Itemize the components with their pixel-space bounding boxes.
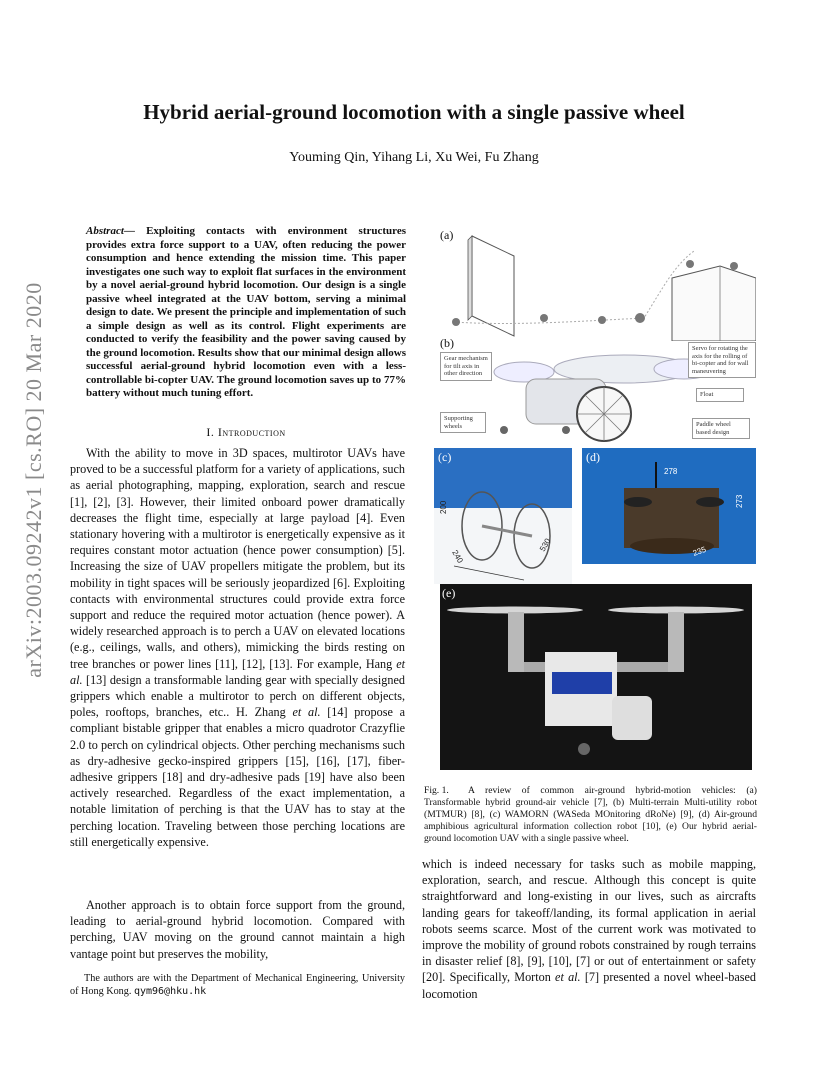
p1-text-3: [14] propose a compliant bistable gripper that enables a micro quadrotor Crazyflie 2.0 to perch on cylindrical objects. Other perching mechanisms such as dry-adhesive gecko-inspired grippers [15], [16], [17], fiber-adhesive grippers [18] and dry-adhesive pads [19] have also been actively researched. Regardless of the exact implementation, a notable limitation of perching is that the UAV has to stay at the perching location. Traveling between those perching locations are still energetically expensive.: [70, 705, 405, 849]
d-dim-top: 278: [664, 467, 678, 476]
panel-d-illustration: [582, 448, 756, 564]
right-text-2: [7] presented a novel wheel-based locomotion: [422, 970, 756, 1001]
arxiv-stamp: [4, 270, 64, 690]
abstract-label: Abstract: [86, 225, 124, 237]
right-etal: et al.: [555, 970, 581, 985]
section-number: I.: [206, 425, 215, 439]
abstract: [86, 225, 406, 401]
figure-caption-tag: Fig. 1.: [424, 785, 449, 796]
panel-c-illustration: [434, 448, 572, 584]
intro-paragraph-2: Another approach is to obtain force support from the ground, leading to aerial-ground hybrid locomotion. Compared with perching, UAV moving on the ground cannot maintain a high vantage point but preserves the mobility,: [70, 898, 405, 961]
p1-etal-1: et al.: [70, 656, 405, 687]
c-dim-240: 240: [450, 548, 465, 565]
p1-etal-2: et al.: [292, 705, 321, 720]
label-paddle-wheel: Paddle wheel based design: [692, 418, 750, 439]
panel-label-e: (e): [442, 586, 456, 600]
figure-panel-d: [582, 448, 756, 564]
label-float: Float: [696, 388, 744, 402]
figure-panel-c: [434, 448, 572, 584]
right-text-1: which is indeed necessary for tasks such as mobile mapping, exploration, search, and rescue. Although this concept is quite straightforward and long-existing in our lives, such as aircrafts landing gears for takeoff/landing, its formal application in aerial robots seems scarce. Most of the current work was motivated to improve the mobility of ground robots constrained by rough terrains in disaster relief [8], [9], [10], [7] or out of entertainment or safety [20]. Specifically, Morton: [422, 857, 756, 985]
right-column-paragraph: [422, 856, 756, 1002]
footnote: [70, 973, 405, 998]
d-dim-side: 273: [735, 494, 744, 508]
panel-label-d: (d): [586, 450, 600, 464]
panel-label-b: (b): [440, 336, 454, 350]
abstract-text: — Exploiting contacts with environment structures provides extra force support to a UAV, often reducing the power consumption and hence extending the mission time. This paper investigates one such way to exploit flat surfaces in the environment by a novel aerial-ground hybrid locomotion. Our design is a single passive wheel integrated at the UAV bottom, serving a minimal design to date. We present the principle and implementation of such a simple design as well as its control. Flight experiments are conducted to verify the feasibility and the power saving caused by the ground locomotion. Results show that our minimal design allows successful aerial-ground hybrid locomotion even with a less-controllable bi-copter UAV. The ground locomotion saves up to 77% battery without much tuning effort.: [86, 225, 406, 399]
section-title: Introduction: [217, 425, 286, 439]
label-gear-mechanism: Gear mechanism for tilt axis in other direction: [440, 352, 492, 381]
arxiv-stamp-text: arXiv:2003.09242v1 [cs.RO] 20 Mar 2020: [21, 282, 46, 678]
p1-text-1: With the ability to move in 3D spaces, multirotor UAVs have proved to be a successful platform for a variety of applications, such as aerial photographing, mapping, exploration, search and rescue [1], [2], [3]. However, their limited onboard power dramatically decreases the flight time, especially at large payload [4]. Even stationary hovering with a multirotor is energetically expensive as it requires constant motor actuation (hence power consumption) [5]. Increasing the size of UAV propellers mitigate the problem, but its mobility in tight spaces will be seriously jeopardized [6]. Exploiting contacts with environmental structures could provide extra force support and reduce the required motor actuation (hence power). A widely researched approach is to perch a UAV on elevated locations (e.g., ceilings, walls, and others), mimicking the birds resting on tree branches or power lines [11], [12], [13]. For example, Hang: [70, 446, 405, 671]
c-dim-530: 530: [537, 536, 553, 553]
figure-panel-a: [434, 226, 756, 341]
label-servo: Servo for rotating the axis for the rolling of bi-copter and for wall maneuvering: [688, 342, 756, 378]
panel-label-a: (a): [440, 228, 454, 242]
paper-title: Hybrid aerial-ground locomotion with a single passive wheel: [143, 100, 685, 124]
section-heading-introduction: [86, 425, 406, 440]
d-dim-diag: 235: [691, 544, 708, 558]
figure-panel-e: [440, 584, 752, 770]
panel-label-c: (c): [438, 450, 452, 464]
panel-e-illustration: [440, 584, 752, 770]
footnote-text: The authors are with the Department of Mechanical Engineering, University of Hong Kong.: [70, 973, 405, 997]
figure-panel-b: [434, 334, 756, 444]
footnote-email: qym96@hku.hk: [133, 985, 207, 997]
c-dim-200: 200: [439, 500, 448, 514]
label-supporting-wheels: Supporting wheels: [440, 412, 486, 433]
figure-caption: [424, 785, 757, 845]
p1-text-2: [13] design a transformable landing gear with specially designed grippers which enable a multirotor to perch on different objects, poles, rooftops, branches, etc.. H. Zhang: [70, 672, 405, 720]
figure-caption-text: A review of common air-ground hybrid-motion vehicles: (a) Transformable hybrid ground-air vehicle [7], (b) Multi-terrain Multi-utility robot (MTMUR) [8], (c) WAMORN (WASeda MOnitoring dRoNe) [9], (d) Air-ground amphibious agricultural information collection robot [10], (e) Our hybrid aerial-ground locomotion UAV with a single passive wheel.: [424, 785, 757, 844]
paper-authors: Youming Qin, Yihang Li, Xu Wei, Fu Zhang: [289, 150, 539, 165]
intro-paragraph-1: [70, 445, 405, 850]
panel-a-illustration: [434, 226, 756, 341]
